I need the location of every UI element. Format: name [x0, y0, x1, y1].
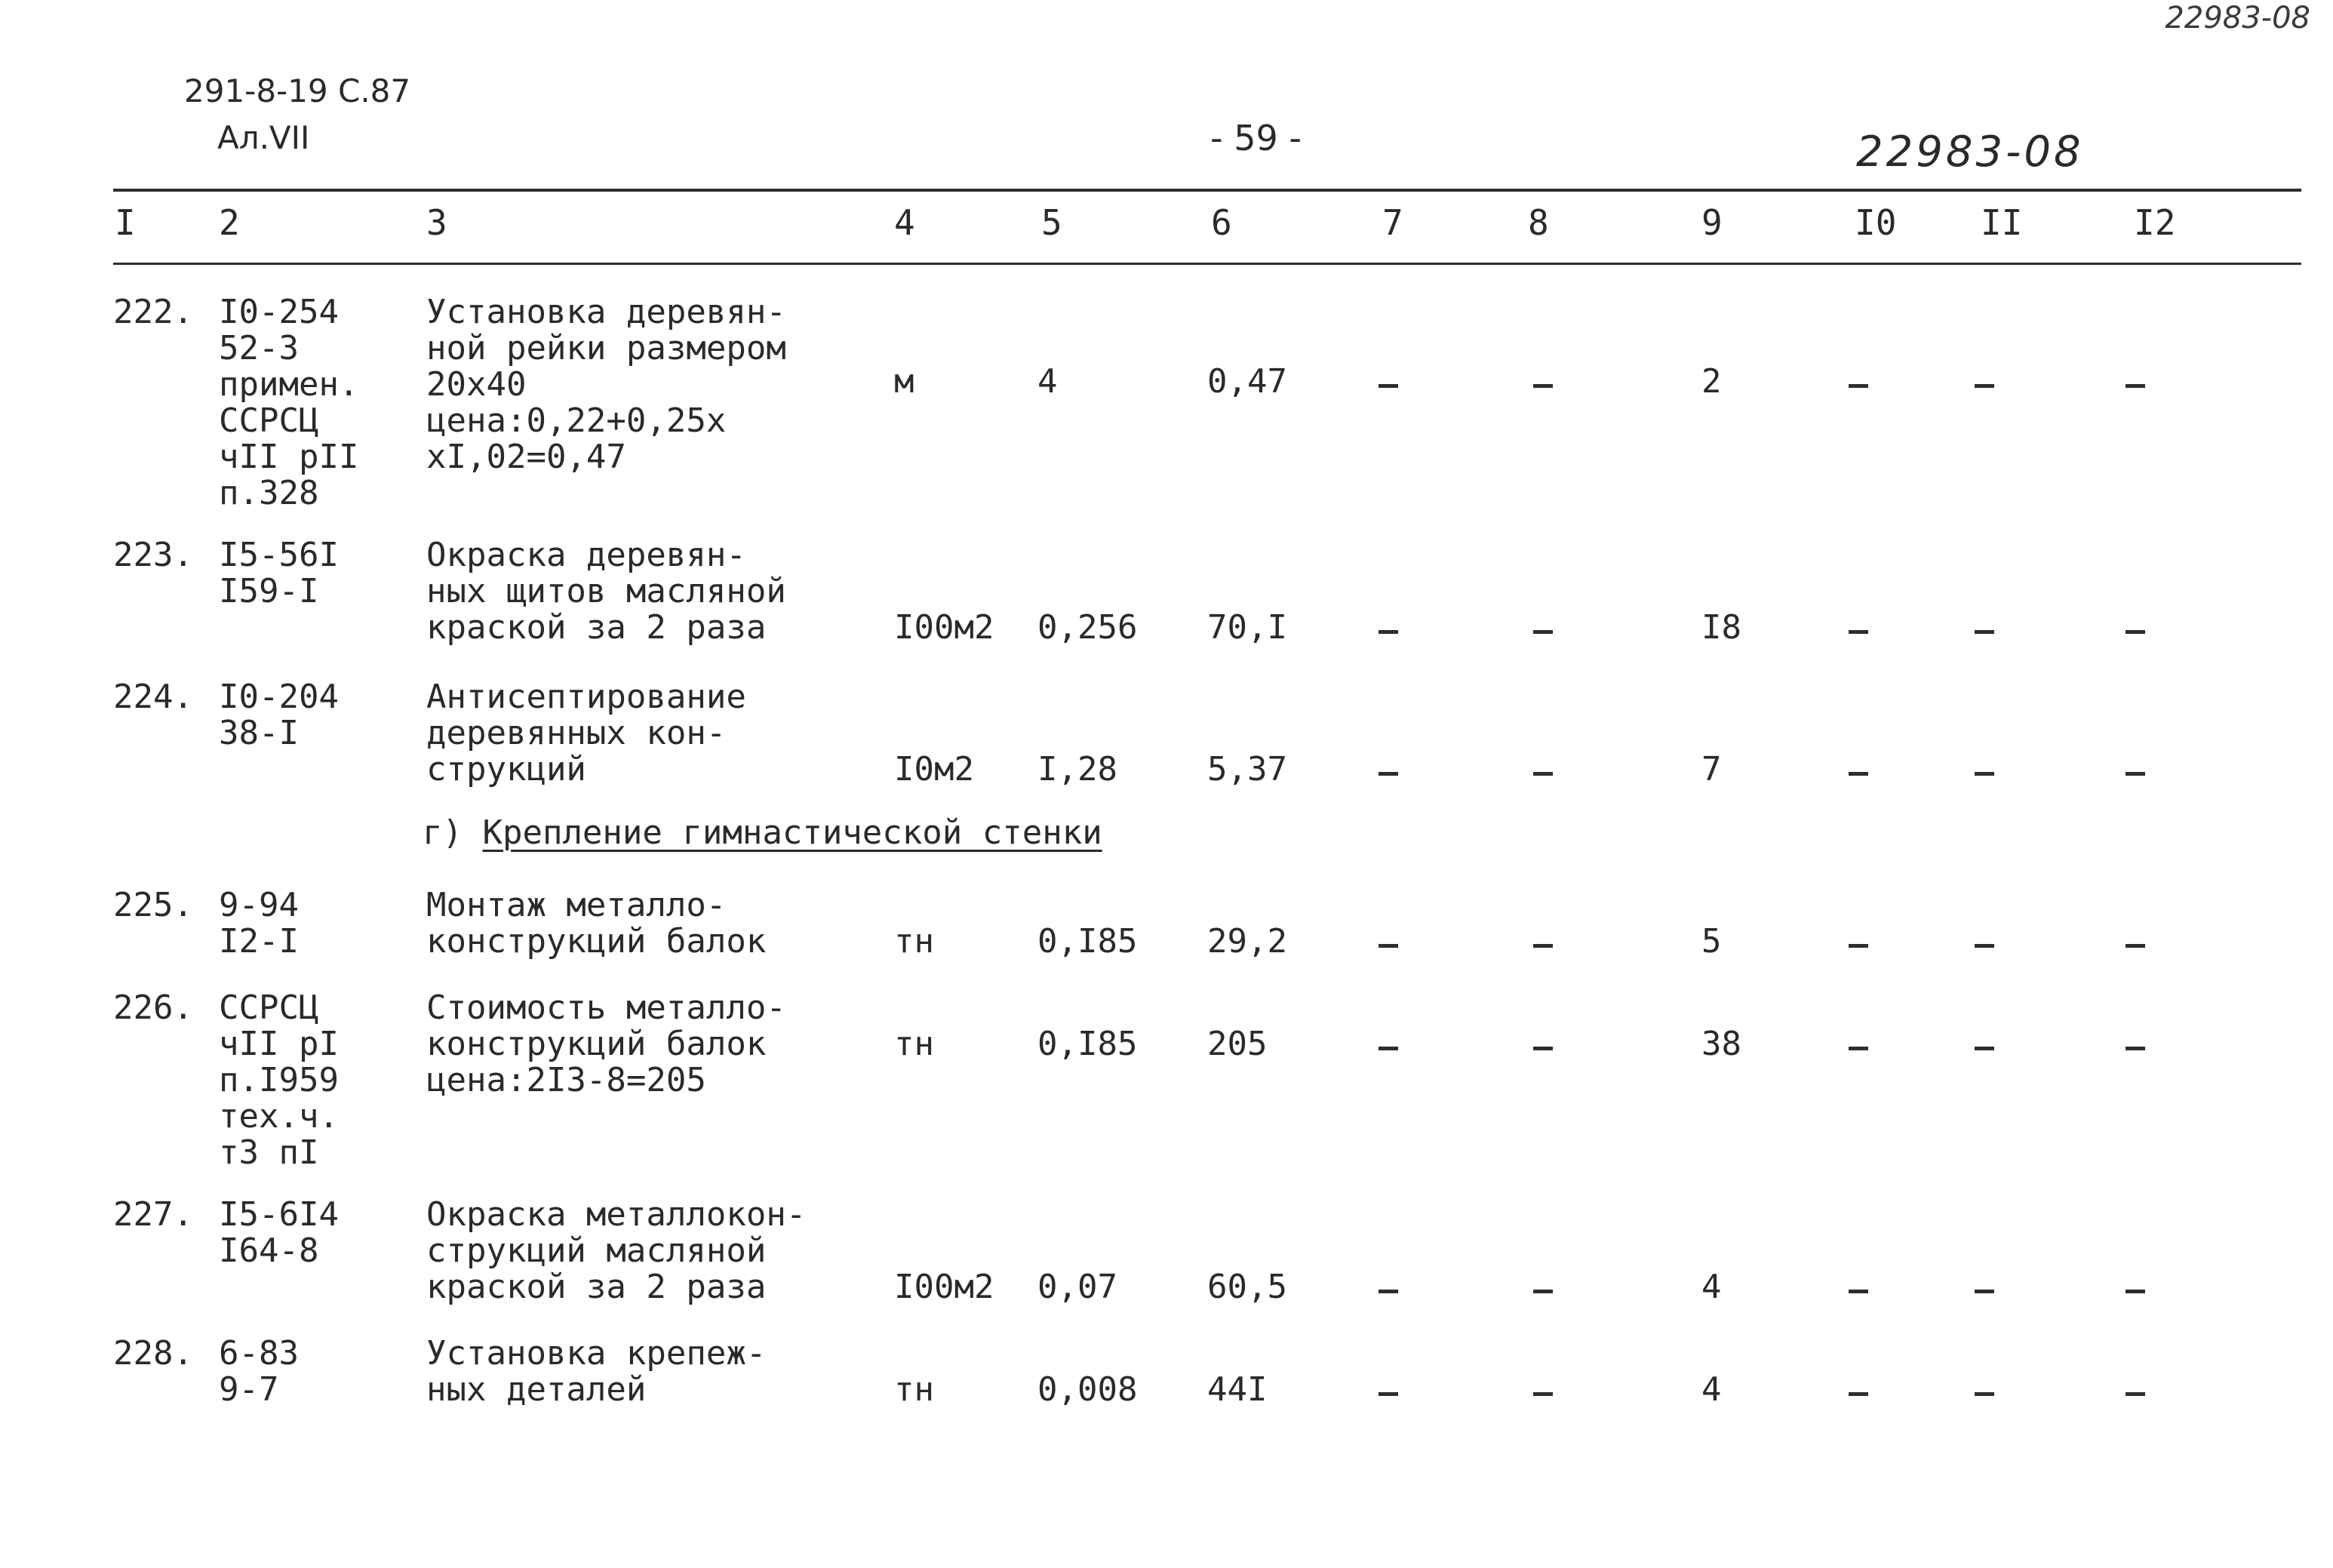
unit: I00м2 [894, 608, 994, 647]
rate-code: I0-204 38-I [219, 678, 339, 752]
column-header: 8 [1528, 202, 1549, 243]
dash-col-8 [1533, 772, 1553, 776]
unit-price: 29,2 [1207, 922, 1287, 961]
row-number: 225. [113, 886, 193, 924]
quantity: I,28 [1037, 750, 1117, 789]
sheet-label: Ал.VII [217, 119, 310, 156]
dash-col-8 [1533, 1047, 1553, 1050]
column-header: 3 [426, 202, 447, 243]
table-header-rule [113, 263, 2301, 265]
value-col-9: 7 [1701, 750, 1722, 789]
series-code: 291-8-19 С.87 [184, 72, 411, 109]
dash-col-7 [1379, 1047, 1398, 1050]
row-number: 228. [113, 1334, 193, 1373]
work-name: Окраска деревян- ных щитов масляной краской за 2 раза [426, 536, 786, 647]
subheading-text: Крепление гимнастической стенки [482, 813, 1102, 852]
rate-code: I0-254 52-3 примен. ССРСЦ чII рII п.328 [219, 293, 359, 512]
section-subheading [423, 815, 1102, 851]
row-number: 226. [113, 988, 193, 1027]
dash-col-12 [2126, 630, 2145, 634]
work-name: Окраска металлокон- струкций масляной краской за 2 раза [426, 1195, 807, 1306]
value-col-9: 5 [1701, 922, 1722, 961]
work-name: Установка деревян- ной рейки размером 20х40 цена:0,22+0,25х хI,02=0,47 [426, 293, 786, 476]
dash-col-8 [1533, 1290, 1553, 1293]
subheading-prefix: г) [423, 813, 463, 852]
dash-col-11 [1975, 772, 1994, 776]
column-header: I0 [1855, 202, 1897, 243]
rate-code: I5-56I I59-I [219, 536, 339, 610]
dash-col-7 [1379, 1392, 1398, 1396]
document-number: 22983-08 [1856, 128, 2084, 177]
dash-col-8 [1533, 384, 1553, 388]
dash-col-12 [2126, 384, 2145, 388]
value-col-9: I8 [1701, 608, 1741, 647]
unit: I00м2 [894, 1268, 994, 1306]
quantity: 0,I85 [1037, 1025, 1138, 1063]
dash-col-12 [2126, 772, 2145, 776]
unit: тн [894, 922, 934, 961]
dash-col-12 [2126, 1047, 2145, 1050]
dash-col-7 [1379, 630, 1398, 634]
unit-price: 70,I [1207, 608, 1287, 647]
rate-code: I5-6I4 I64-8 [219, 1195, 339, 1270]
rate-code: 6-83 9-7 [219, 1334, 299, 1409]
unit-price: 5,37 [1207, 750, 1287, 789]
column-header: 2 [219, 202, 240, 243]
dash-col-11 [1975, 1047, 1994, 1050]
page-number: - 59 - [1210, 118, 1302, 158]
dash-col-10 [1849, 1047, 1868, 1050]
dash-col-12 [2126, 1290, 2145, 1293]
column-header: II [1981, 202, 2023, 243]
dash-col-8 [1533, 1392, 1553, 1396]
unit-price: 0,47 [1207, 362, 1287, 401]
work-name: Антисептирование деревянных кон- струкций [426, 678, 746, 789]
dash-col-10 [1849, 944, 1868, 948]
dash-col-8 [1533, 630, 1553, 634]
quantity: 4 [1037, 362, 1058, 401]
row-number: 227. [113, 1195, 193, 1234]
dash-col-10 [1849, 630, 1868, 634]
dash-col-7 [1379, 772, 1398, 776]
rate-code: ССРСЦ чII рI п.I959 тех.ч. т3 пI [219, 988, 339, 1172]
dash-col-11 [1975, 944, 1994, 948]
work-name: Монтаж металло- конструкций балок [426, 886, 767, 961]
dash-col-10 [1849, 1392, 1868, 1396]
quantity: 0,256 [1037, 608, 1138, 647]
value-col-9: 38 [1701, 1025, 1741, 1063]
quantity: 0,008 [1037, 1370, 1138, 1409]
dash-col-7 [1379, 384, 1398, 388]
quantity: 0,07 [1037, 1268, 1117, 1306]
column-header: 6 [1211, 202, 1232, 243]
unit-price: 44I [1207, 1370, 1268, 1409]
row-number: 224. [113, 678, 193, 716]
column-header: 5 [1041, 202, 1062, 243]
dash-col-10 [1849, 1290, 1868, 1293]
dash-col-11 [1975, 1392, 1994, 1396]
quantity: 0,I85 [1037, 922, 1138, 961]
rate-code: 9-94 I2-I [219, 886, 299, 961]
work-name: Установка крепеж- ных деталей [426, 1334, 767, 1409]
unit: I0м2 [894, 750, 974, 789]
unit: тн [894, 1025, 934, 1063]
dash-col-10 [1849, 772, 1868, 776]
dash-col-7 [1379, 1290, 1398, 1293]
dash-col-7 [1379, 944, 1398, 948]
row-number: 222. [113, 293, 193, 331]
work-name: Стоимость металло- конструкций балок цена:2I3-8=205 [426, 988, 786, 1099]
unit: м [894, 362, 914, 401]
row-number: 223. [113, 536, 193, 574]
value-col-9: 4 [1701, 1268, 1722, 1306]
dash-col-11 [1975, 630, 1994, 634]
dash-col-11 [1975, 1290, 1994, 1293]
column-header: 9 [1701, 202, 1723, 243]
dash-col-12 [2126, 1392, 2145, 1396]
value-col-9: 2 [1701, 362, 1722, 401]
dash-col-11 [1975, 384, 1994, 388]
unit: тн [894, 1370, 934, 1409]
dash-col-8 [1533, 944, 1553, 948]
column-header: 7 [1382, 202, 1403, 243]
dash-col-12 [2126, 944, 2145, 948]
unit-price: 205 [1207, 1025, 1268, 1063]
corner-document-code: 22983-08 [2165, 1, 2310, 35]
column-header: I2 [2134, 202, 2176, 243]
column-header: I [115, 202, 136, 243]
table-top-rule [113, 189, 2301, 192]
unit-price: 60,5 [1207, 1268, 1287, 1306]
dash-col-10 [1849, 384, 1868, 388]
column-header: 4 [894, 202, 915, 243]
value-col-9: 4 [1701, 1370, 1722, 1409]
